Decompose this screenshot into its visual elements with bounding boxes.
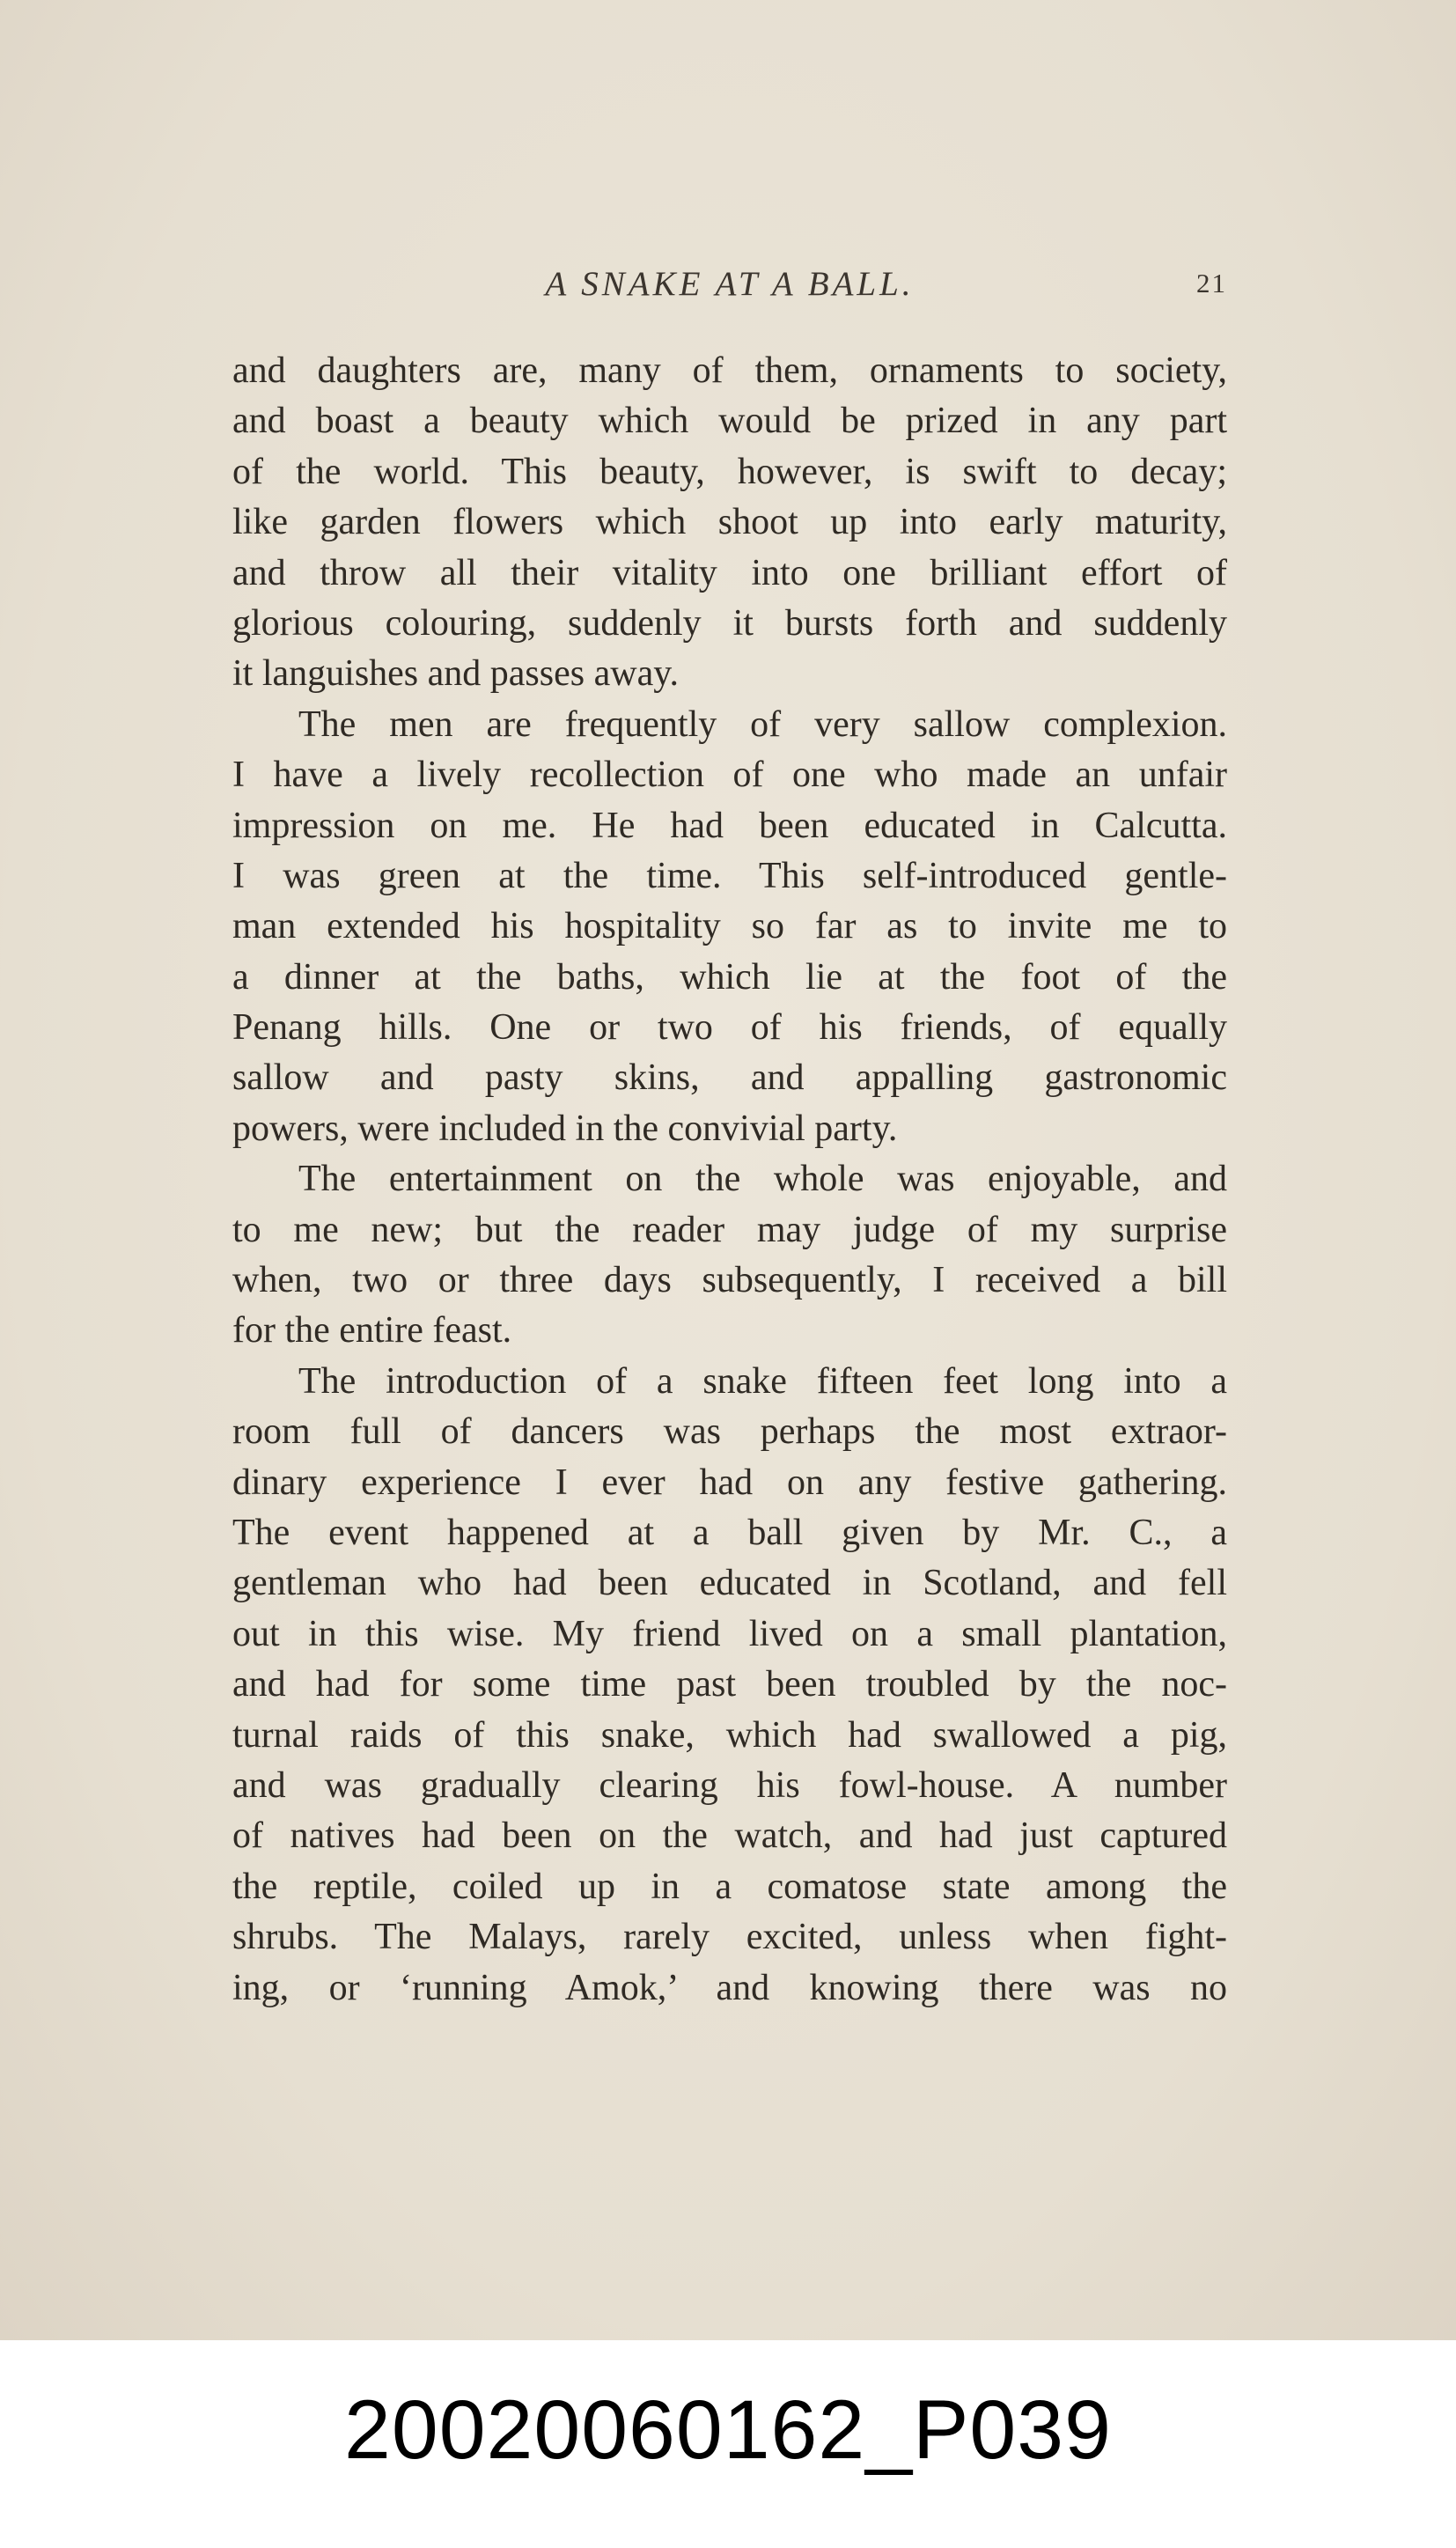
- text-line: I have a lively recollection of one who made an unfair: [232, 755, 1227, 796]
- body-text: [232, 346, 1227, 2014]
- text-line: ing, or ‘running Amok,’ and knowing there was no: [232, 1967, 1227, 2008]
- text-line: when, two or three days subsequently, I received a bill: [232, 1260, 1227, 1301]
- text-line: out in this wise. My friend lived on a small plantation,: [232, 1613, 1227, 1654]
- text-line: it languishes and passes away.: [232, 653, 679, 695]
- text-line: man extended his hospitality so far as to invite me to: [232, 906, 1227, 947]
- text-line: and throw all their vitality into one brilliant effort of: [232, 552, 1227, 593]
- text-line: shrubs. The Malays, rarely excited, unless when fight-: [232, 1917, 1227, 1958]
- text-line: the reptile, coiled up in a comatose state among the: [232, 1866, 1227, 1907]
- text-line: The event happened at a ball given by Mr. C., a: [232, 1512, 1227, 1553]
- text-line: impression on me. He had been educated in Calcutta.: [232, 805, 1227, 846]
- image-id-label: 20020060162_P039: [344, 2383, 1112, 2477]
- text-line: of the world. This beauty, however, is swift to decay;: [232, 451, 1227, 492]
- text-line: The introduction of a snake fifteen feet long into a: [298, 1360, 1227, 1402]
- text-line: gentleman who had been educated in Scotland, and fell: [232, 1563, 1227, 1604]
- text-line: Penang hills. One or two of his friends, of equally: [232, 1007, 1227, 1049]
- running-title: A SNAKE AT A BALL.: [545, 265, 915, 303]
- text-line: and daughters are, many of them, ornaments to society,: [232, 350, 1227, 391]
- text-line: turnal raids of this snake, which had swallowed a pig,: [232, 1714, 1227, 1756]
- text-line: dinary experience I ever had on any festive gathering.: [232, 1462, 1227, 1503]
- text-line: and boast a beauty which would be prized in any part: [232, 401, 1227, 442]
- text-line: and was gradually clearing his fowl-house. A number: [232, 1764, 1227, 1806]
- text-line: like garden flowers which shoot up into early maturity,: [232, 502, 1227, 543]
- text-line: to me new; but the reader may judge of my surprise: [232, 1209, 1227, 1250]
- text-line: and had for some time past been troubled by the noc-: [232, 1664, 1227, 1705]
- page-number: 21: [1196, 268, 1227, 298]
- text-line: of natives had been on the watch, and had just captured: [232, 1815, 1227, 1857]
- text-line: powers, were included in the convivial party.: [232, 1108, 898, 1149]
- text-line: room full of dancers was perhaps the most extraor-: [232, 1411, 1227, 1453]
- text-line: sallow and pasty skins, and appalling gastronomic: [232, 1057, 1227, 1099]
- text-line: a dinner at the baths, which lie at the foot of the: [232, 956, 1227, 998]
- text-line: The entertainment on the whole was enjoyable, and: [298, 1159, 1227, 1200]
- text-line: I was green at the time. This self-introduced gentle-: [232, 855, 1227, 896]
- text-line: for the entire feast.: [232, 1310, 512, 1351]
- text-line: glorious colouring, suddenly it bursts forth and suddenly: [232, 602, 1227, 644]
- text-line: The men are frequently of very sallow complexion.: [298, 703, 1227, 745]
- page-header: [232, 264, 1227, 317]
